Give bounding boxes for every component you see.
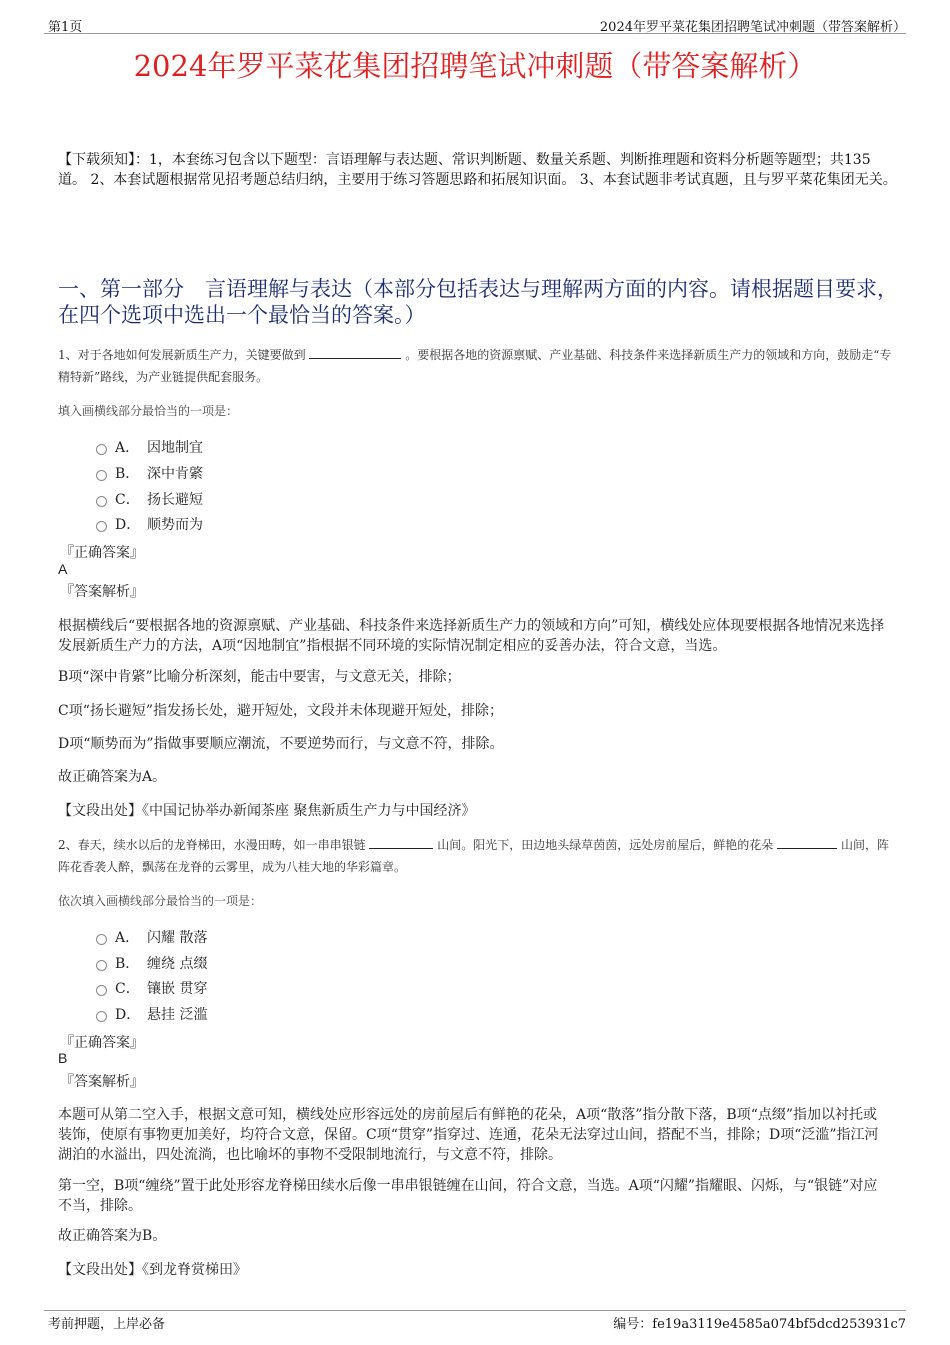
- option-text: 缠绕 点缀: [147, 956, 208, 972]
- section-heading: 一、第一部分 言语理解与表达（本部分包括表达与理解两方面的内容。请根据题目要求，在四个选项中选出一个最恰当的答案。）: [58, 277, 898, 327]
- analysis-paragraph: 第一空，B项“缠绕”置于此处形容龙脊梯田续水后像一串串银链缠在山间，符合文意，当选。A项“闪耀”指耀眼、闪烁，与“银链”对应不当，排除。: [58, 1178, 878, 1214]
- option-text: 悬挂 泛滥: [147, 1007, 208, 1023]
- option-letter: D．: [115, 517, 141, 533]
- document-title: 2024年罗平菜花集团招聘笔试冲刺题（带答案解析）: [133, 49, 817, 83]
- analysis-paragraph: 故正确答案为B。: [58, 1228, 167, 1244]
- analysis-paragraph: D项“顺势而为”指做事要顺应潮流，不要逆势而行，与文意不符，排除。: [58, 736, 504, 752]
- question-2-option-a[interactable]: [96, 927, 207, 947]
- question-1-stem-before: 1、对于各地如何发展新质生产力，关键要做到: [58, 348, 306, 362]
- source-citation: 【文段出处】《到龙脊赏梯田》: [58, 1262, 247, 1278]
- option-letter: B．: [115, 956, 140, 972]
- question-2-stem-after: 山间，阵阵花香袭人醉，飘荡在龙脊的云雾里，成为八桂大地的华彩篇章。: [58, 838, 889, 874]
- option-text: 镶嵌 贯穿: [147, 981, 208, 997]
- question-2-stem-mid: 山间。阳光下，田边地头绿草茵茵，远处房前屋后，鲜艳的花朵: [437, 838, 774, 852]
- correct-answer-value: A: [58, 561, 68, 577]
- question-1-option-d[interactable]: [96, 514, 203, 534]
- source-citation: 【文段出处】《中国记协举办新闻茶座 聚焦新质生产力与中国经济》: [58, 803, 476, 819]
- question-2-option-c[interactable]: [96, 978, 207, 998]
- question-1-option-b[interactable]: [96, 463, 203, 483]
- question-2-option-d[interactable]: [96, 1004, 207, 1024]
- question-1-option-c[interactable]: [96, 489, 203, 509]
- option-text: 顺势而为: [147, 517, 203, 533]
- correct-answer-label: 『正确答案』: [60, 545, 144, 561]
- radio-icon[interactable]: [96, 521, 107, 532]
- radio-icon[interactable]: [96, 444, 107, 455]
- option-text: 扬长避短: [147, 492, 203, 508]
- option-letter: B．: [115, 466, 140, 482]
- radio-icon[interactable]: [96, 470, 107, 481]
- analysis-paragraph: 根据横线后“要根据各地的资源禀赋、产业基础、科技条件来选择新质生产力的领域和方向”可知，横线处应体现要根据各地情况来选择发展新质生产力的方法，A项“因地制宜”指根据不同环境的实际情况制定相应的妥善办法，符合文意，当选。: [58, 618, 885, 654]
- analysis-paragraph: 故正确答案为A。: [58, 769, 167, 785]
- analysis-paragraph: B项“深中肯綮”比喻分析深刻，能击中要害，与文意无关，排除；: [58, 669, 461, 685]
- question-1-stem: [58, 344, 893, 388]
- correct-answer-value: B: [58, 1050, 68, 1066]
- analysis-label: 『答案解析』: [60, 1074, 144, 1090]
- answer-blank: [309, 345, 401, 359]
- option-text: 深中肯綮: [147, 466, 203, 482]
- answer-blank: [369, 835, 433, 849]
- correct-answer-label: 『正确答案』: [60, 1035, 144, 1051]
- answer-blank: [777, 835, 837, 849]
- option-letter: D．: [115, 1007, 141, 1023]
- question-1-stem-after: 。要根据各地的资源禀赋、产业基础、科技条件来选择新质生产力的领域和方向，鼓励走“专精特新”路线，为产业链提供配套服务。: [58, 348, 892, 384]
- footer-divider: [44, 1310, 906, 1311]
- question-2-prompt: 依次填入画横线部分最恰当的一项是：: [58, 894, 263, 908]
- footer-slogan: 考前押题，上岸必备: [48, 1317, 166, 1332]
- page-number: 第1页: [48, 20, 83, 35]
- radio-icon[interactable]: [96, 985, 107, 996]
- option-letter: A．: [115, 440, 140, 456]
- analysis-paragraph: 本题可从第二空入手，根据文意可知，横线处应形容远处的房前屋后有鲜艳的花朵，A项“散落”指分散下落，B项“点缀”指加以衬托或装饰，使原有事物更加美好，均符合文意，保留。C项“贯穿”指穿过、连通，花朵无法穿过山间，搭配不当，排除；D项“泛滥”指江河湖泊的水溢出，四处流淌，也比喻坏的事物不受限制地流行，与文意不符，排除。: [58, 1107, 879, 1163]
- radio-icon[interactable]: [96, 496, 107, 507]
- radio-icon[interactable]: [96, 1011, 107, 1022]
- option-text: 闪耀 散落: [147, 930, 208, 946]
- analysis-label: 『答案解析』: [60, 584, 144, 600]
- question-2-option-b[interactable]: [96, 953, 207, 973]
- option-text: 因地制宜: [147, 440, 203, 456]
- question-2-stem-before: 2、春天，续水以后的龙脊梯田，水漫田畴，如一串串银链: [58, 838, 366, 852]
- analysis-paragraph: C项“扬长避短”指发扬长处，避开短处，文段并未体现避开短处，排除；: [58, 703, 504, 719]
- download-notice: 【下载须知】：1，本套练习包含以下题型：言语理解与表达题、常识判断题、数量关系题、判断推理题和资料分析题等题型；共135道。 2、本套试题根据常见招考题总结归纳，主要用于练习答题思路和拓展知识面。 3、本套试题非考试真题，且与罗平菜花集团无关。: [58, 152, 897, 188]
- option-letter: C．: [115, 981, 140, 997]
- option-letter: A．: [115, 930, 140, 946]
- question-1-prompt: 填入画横线部分最恰当的一项是：: [58, 404, 239, 418]
- radio-icon[interactable]: [96, 960, 107, 971]
- document-id: 编号：fe19a3119e4585a074bf5dcd253931c7: [613, 1317, 906, 1332]
- question-2-stem: [58, 834, 893, 878]
- option-letter: C．: [115, 492, 140, 508]
- question-1-option-a[interactable]: [96, 437, 203, 457]
- radio-icon[interactable]: [96, 934, 107, 945]
- header-divider: [44, 33, 906, 34]
- running-title: 2024年罗平菜花集团招聘笔试冲刺题（带答案解析）: [599, 20, 906, 35]
